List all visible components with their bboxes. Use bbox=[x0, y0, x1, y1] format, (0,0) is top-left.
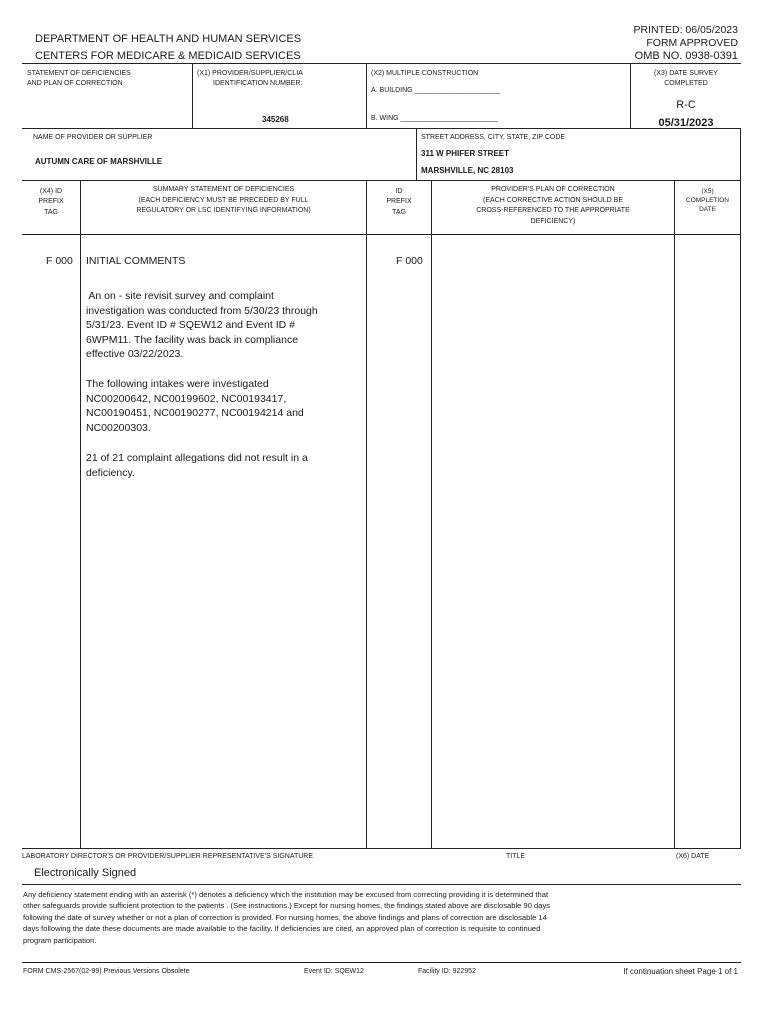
survey-code: R-C bbox=[676, 99, 696, 111]
id-header-3: TAG bbox=[392, 209, 406, 216]
col-divider-3 bbox=[431, 180, 432, 848]
department-line-1: DEPARTMENT OF HEALTH AND HUMAN SERVICES bbox=[35, 33, 302, 45]
frame-line-columns bbox=[22, 180, 741, 181]
disclaimer-line: program participation. bbox=[23, 935, 97, 945]
department-line-2: CENTERS FOR MEDICARE & MEDICAID SERVICES bbox=[35, 50, 301, 62]
summary-header-2: (EACH DEFICIENCY MUST BE PRECEDED BY FULL bbox=[138, 197, 309, 204]
signature-underline bbox=[22, 884, 741, 885]
frame-bottom-line bbox=[22, 848, 741, 849]
date-label: (X6) DATE bbox=[676, 853, 710, 860]
wing-field: B. WING _________________________ bbox=[371, 115, 498, 122]
plan-header-2: (EACH CORRECTIVE ACTION SHOULD BE bbox=[482, 197, 624, 204]
id-header-1: ID bbox=[395, 188, 403, 195]
disclaimer bbox=[23, 889, 743, 946]
paragraph-line: NC00200642, NC00199602, NC00193417, bbox=[86, 392, 287, 405]
id-header-2: PREFIX bbox=[386, 198, 412, 205]
provider-name-label: NAME OF PROVIDER OR SUPPLIER bbox=[33, 134, 153, 141]
divider-x1 bbox=[192, 63, 193, 128]
paragraph-allegations bbox=[86, 451, 342, 480]
signature-label: LABORATORY DIRECTOR'S OR PROVIDER/SUPPLIER REPRESENTATIVE'S SIGNATURE bbox=[22, 853, 314, 860]
paragraph-line: An on - site revisit survey and complaint bbox=[86, 290, 274, 302]
building-field: A. BUILDING ______________________ bbox=[371, 87, 501, 94]
paragraph-line: 5/31/23. Event ID # SQEW12 and Event ID # bbox=[86, 319, 295, 331]
disclaimer-line: Any deficiency statement ending with an asterisk (*) denotes a deficiency which the institution may be excused from correcting providing it is determined that bbox=[23, 890, 549, 899]
plan-header-4: DEFICIENCY) bbox=[530, 218, 576, 225]
frame-line-body bbox=[22, 234, 741, 235]
page-indicator: If continuation sheet Page 1 of 1 bbox=[623, 967, 738, 976]
paragraph-intakes bbox=[86, 377, 342, 435]
frame-right-provider bbox=[740, 128, 741, 180]
statement-label-1: STATEMENT OF DEFICIENCIES bbox=[27, 70, 131, 77]
disclaimer-line: days following the date these documents are made available to the facility. If deficiencies are cited, an approved plan of correction is requisite to continued bbox=[23, 924, 541, 934]
divider-x2 bbox=[366, 63, 367, 128]
event-id: Event ID: SQEW12 bbox=[304, 968, 364, 975]
paragraph-line: deficiency. bbox=[86, 466, 135, 479]
paragraph-line: 21 of 21 complaint allegations did not result in a bbox=[86, 452, 308, 464]
x1-label-2: IDENTIFICATION NUMBER: bbox=[213, 80, 303, 87]
frame-right-body bbox=[740, 180, 741, 848]
frame-top-line bbox=[22, 63, 741, 64]
x5-header-2: COMPLETION bbox=[686, 197, 729, 204]
x4-header-2: PREFIX bbox=[38, 198, 64, 205]
x2-label: (X2) MULTIPLE CONSTRUCTION bbox=[371, 70, 479, 77]
x5-header-1: (X5) bbox=[701, 188, 714, 195]
paragraph-line: investigation was conducted from 5/30/23 through bbox=[86, 304, 318, 317]
facility-id: Facility ID: 922952 bbox=[418, 968, 476, 975]
x1-label-1: (X1) PROVIDER/SUPPLIER/CLIA bbox=[197, 70, 303, 77]
summary-header-1: SUMMARY STATEMENT OF DEFICIENCIES bbox=[152, 186, 295, 193]
x3-label-1: (X3) DATE SURVEY bbox=[654, 70, 718, 77]
paragraph-line: NC00190451, NC00190277, NC00194214 and bbox=[86, 407, 304, 419]
summary-header-3: REGULATORY OR LSC IDENTIFYING INFORMATION) bbox=[136, 207, 311, 214]
paragraph-survey bbox=[86, 289, 342, 362]
printed-date: PRINTED: 06/05/2023 bbox=[633, 24, 738, 36]
plan-header-1: PROVIDER'S PLAN OF CORRECTION bbox=[491, 186, 615, 193]
address-street: 311 W PHIFER STREET bbox=[421, 149, 510, 158]
provider-id-number: 345268 bbox=[262, 115, 289, 124]
tag-right: F 000 bbox=[396, 255, 423, 267]
provider-name: AUTUMN CARE OF MARSHVILLE bbox=[35, 157, 163, 166]
paragraph-line: NC00200303. bbox=[86, 421, 151, 434]
survey-date: 05/31/2023 bbox=[658, 117, 714, 129]
electronic-signature: Electronically Signed bbox=[34, 867, 137, 879]
x4-header-3: TAG bbox=[44, 209, 58, 216]
footer-line bbox=[22, 962, 741, 963]
initial-comments-heading: INITIAL COMMENTS bbox=[86, 255, 186, 267]
x3-label-2: COMPLETED bbox=[664, 80, 708, 87]
divider-address bbox=[416, 128, 417, 180]
address-city: MARSHVILLE, NC 28103 bbox=[421, 166, 514, 175]
disclaimer-line: following the date of survey whether or not a plan of correction is provided. For nursing homes, the above findings and plans of correction are disclosable 14 bbox=[23, 912, 547, 922]
col-divider-4 bbox=[674, 180, 675, 848]
paragraph-line: The following intakes were investigated bbox=[86, 378, 269, 390]
tag-left: F 000 bbox=[46, 255, 73, 267]
paragraph-line: 6WPM11. The facility was back in compliance bbox=[86, 333, 299, 346]
paragraph-line: effective 03/22/2023. bbox=[86, 348, 184, 360]
omb-number: OMB NO. 0938-0391 bbox=[634, 50, 738, 62]
statement-label-2: AND PLAN OF CORRECTION bbox=[27, 80, 123, 87]
form-number: FORM CMS-2567(02-99) Previous Versions Obsolete bbox=[23, 968, 190, 975]
x4-header-1: (X4) ID bbox=[39, 188, 63, 195]
title-label: TITLE bbox=[506, 853, 526, 860]
disclaimer-line: other safeguards provide sufficient protection to the patients . (See instructions.) Except for nursing homes, the findings stated above are disclosable 90 days bbox=[23, 901, 551, 911]
form-approved: FORM APPROVED bbox=[646, 37, 738, 49]
col-divider-2 bbox=[366, 180, 367, 848]
col-divider-1 bbox=[80, 180, 81, 848]
plan-header-3: CROSS-REFERENCED TO THE APPROPRIATE bbox=[476, 207, 630, 214]
x5-header-3: DATE bbox=[699, 206, 716, 213]
address-label: STREET ADDRESS, CITY, STATE, ZIP CODE bbox=[421, 134, 566, 141]
